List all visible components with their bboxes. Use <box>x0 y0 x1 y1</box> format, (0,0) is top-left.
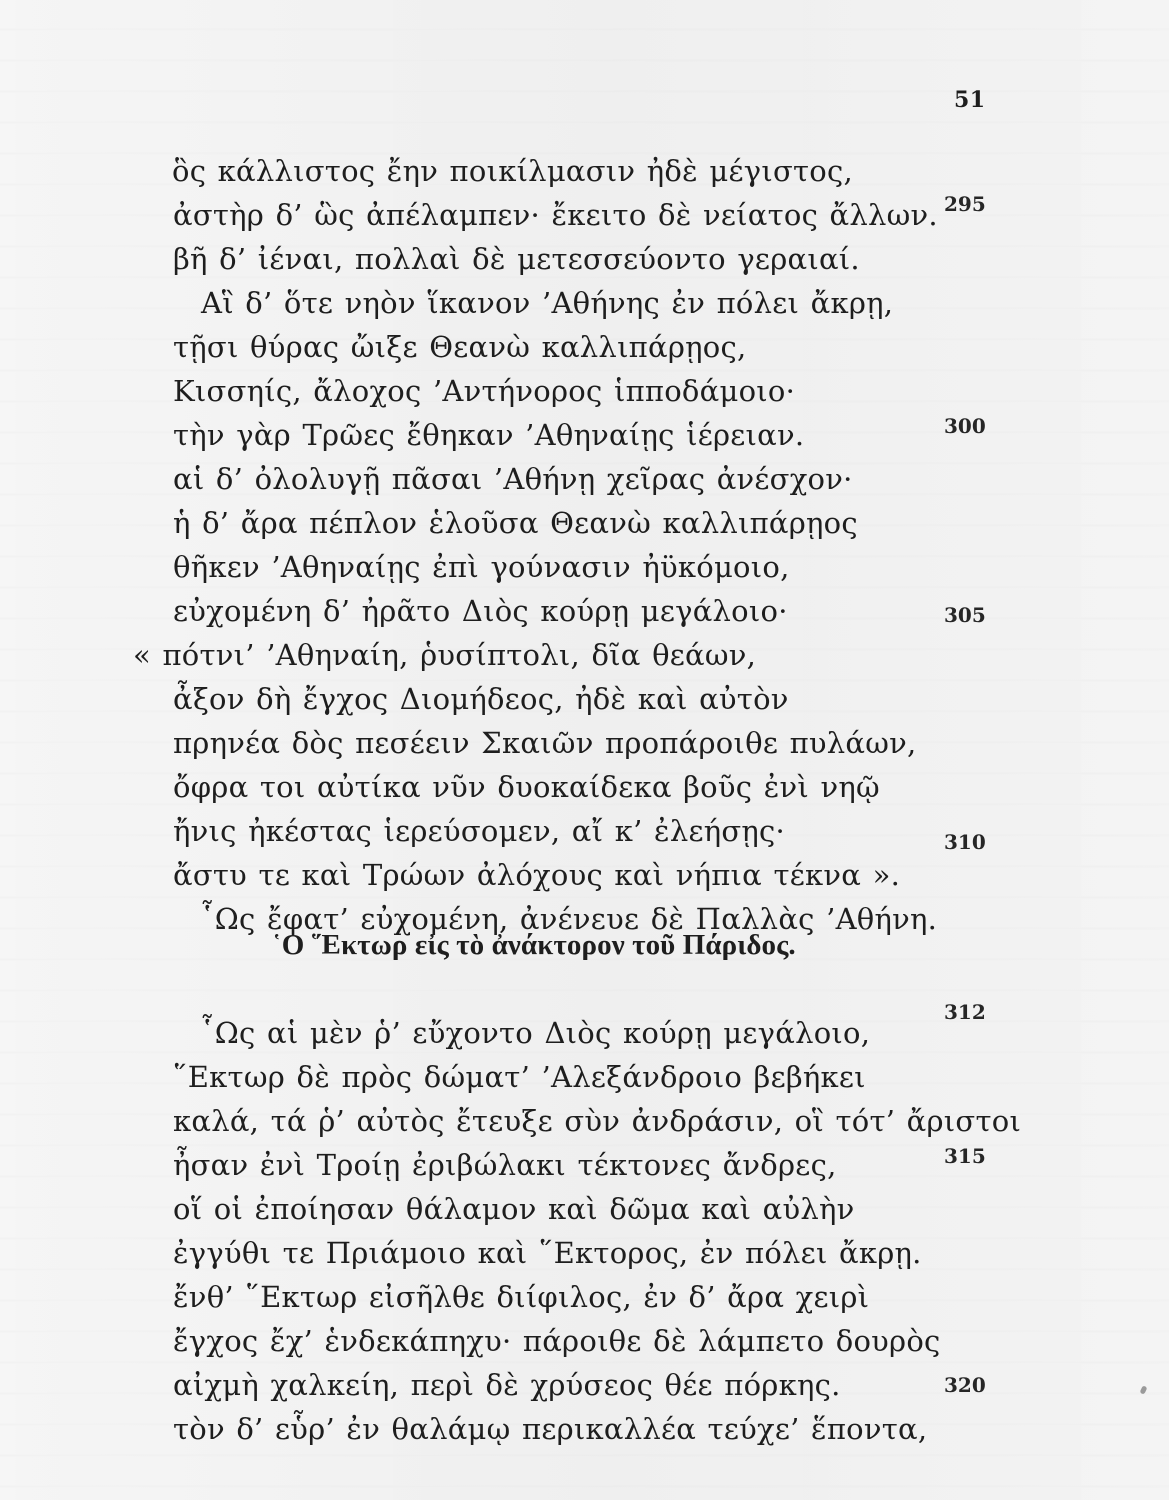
verse-line: ῞Εκτωρ δὲ πρὸς δώματ’ ’Αλεξάνδροιο βεβήκει <box>173 1060 866 1094</box>
verse-line: ἔνθ’ ῞Εκτωρ εἰσῆλθε διίφιλος, ἐν δ’ ἄρα χειρὶ <box>173 1280 870 1314</box>
line-number: 305 <box>944 603 986 627</box>
line-number: 295 <box>944 192 986 216</box>
line-number: 310 <box>944 830 986 854</box>
verse-line: ἤνις ἠκέστας ἱερεύσομεν, αἴ κ’ ἐλεήσῃς· <box>173 814 785 848</box>
verse-line: καλά, τά ῥ’ αὐτὸς ἔτευξε σὺν ἀνδράσιν, οἳ τότ’ ἄριστοι <box>173 1104 1022 1138</box>
verse-line: αἱ δ’ ὀλολυγῇ πᾶσαι ’Αθήνῃ χεῖρας ἀνέσχον· <box>173 462 853 496</box>
line-number: 300 <box>944 414 986 438</box>
verse-line: βῆ δ’ ἰέναι, πολλαὶ δὲ μετεσσεύοντο γεραιαί. <box>173 242 860 276</box>
verse-line: τῇσι θύρας ὤιξε Θεανὼ καλλιπάρῃος, <box>173 330 747 364</box>
verse-line: τὸν δ’ εὗρ’ ἐν θαλάμῳ περικαλλέα τεύχε’ ἕποντα, <box>173 1412 928 1446</box>
verse-line: εὐχομένη δ’ ἠρᾶτο Διὸς κούρῃ μεγάλοιο· <box>173 594 788 628</box>
verse-line: ῟Ως ἔφατ’ εὐχομένη, ἀνένευε δὲ Παλλὰς ’Αθήνη. <box>200 902 938 936</box>
verse-line: ὃς κάλλιστος ἔην ποικίλμασιν ἠδὲ μέγιστος, <box>172 154 853 188</box>
verse-line: ἆξον δὴ ἔγχος Διομήδεος, ἠδὲ καὶ αὐτὸν <box>173 682 789 716</box>
line-number: 320 <box>944 1373 986 1397</box>
section-heading: ῾Ο ῞Εκτωρ εἰς τὸ ἀνάκτορον τοῦ Πάριδος. <box>272 929 796 961</box>
verse-line: πρηνέα δὸς πεσέειν Σκαιῶν προπάροιθε πυλάων, <box>173 726 917 760</box>
verse-line: τὴν γὰρ Τρῶες ἔθηκαν ’Αθηναίῃς ἱέρειαν. <box>173 418 805 452</box>
line-number: 312 <box>944 1000 986 1024</box>
verse-line: οἵ οἱ ἐποίησαν θάλαμον καὶ δῶμα καὶ αὐλὴν <box>173 1192 855 1226</box>
verse-line: ἀστὴρ δ’ ὣς ἀπέλαμπεν· ἔκειτο δὲ νείατος ἄλλων. <box>173 198 938 232</box>
verse-line: ἦσαν ἐνὶ Τροίῃ ἐριβώλακι τέκτονες ἄνδρες, <box>173 1148 837 1182</box>
verse-line: Αἳ δ’ ὅτε νηὸν ἵκανον ’Αθήνης ἐν πόλει ἄκρῃ, <box>201 286 894 320</box>
verse-line: ἄστυ τε καὶ Τρώων ἀλόχους καὶ νήπια τέκνα ». <box>173 858 901 892</box>
verse-line: ἐγγύθι τε Πριάμοιο καὶ ῞Εκτορος, ἐν πόλει ἄκρῃ. <box>173 1236 922 1270</box>
verse-line: « πότνι’ ’Αθηναίη, ῥυσίπτολι, δῖα θεάων, <box>133 638 757 672</box>
verse-line: ῟Ως αἱ μὲν ῥ’ εὔχοντο Διὸς κούρῃ μεγάλοιο, <box>200 1016 871 1050</box>
verse-line: θῆκεν ’Αθηναίῃς ἐπὶ γούνασιν ἠϋκόμοιο, <box>173 550 790 584</box>
verse-line: ἔγχος ἔχ’ ἑνδεκάπηχυ· πάροιθε δὲ λάμπετο δουρὸς <box>173 1324 941 1358</box>
verse-line: ἡ δ’ ἄρα πέπλον ἑλοῦσα Θεανὼ καλλιπάρῃος <box>173 506 858 540</box>
verse-line: ὄφρα τοι αὐτίκα νῦν δυοκαίδεκα βοῦς ἐνὶ νηῷ <box>173 770 880 804</box>
verse-line: αἰχμὴ χαλκείη, περὶ δὲ χρύσεος θέε πόρκης. <box>173 1368 841 1402</box>
line-number: 315 <box>944 1144 986 1168</box>
page-number: 51 <box>954 87 986 113</box>
verse-line: Κισσηίς, ἄλοχος ’Αντήνορος ἱπποδάμοιο· <box>173 374 796 408</box>
